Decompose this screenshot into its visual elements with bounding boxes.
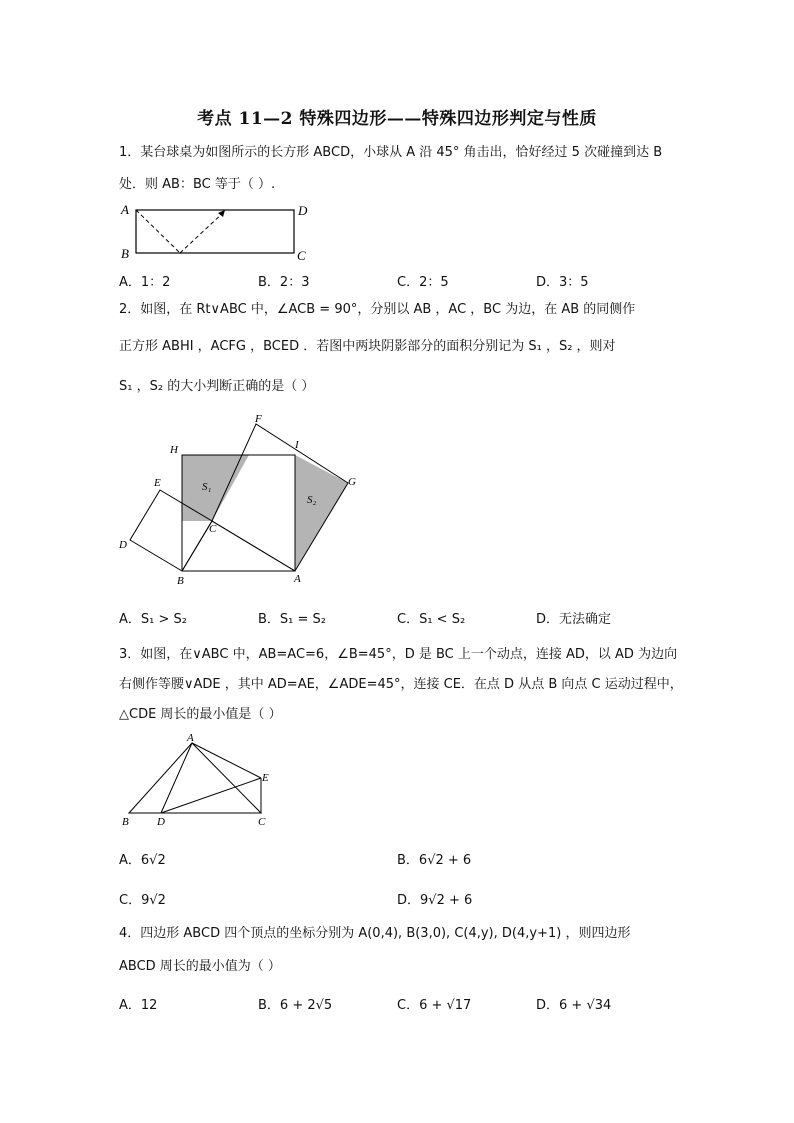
q1-option-c: C．2：5: [397, 275, 449, 290]
q2-label-g: G: [348, 476, 356, 488]
q1-table-rect: [136, 210, 294, 253]
q4-stem-line2: ABCD 周长的最小值为（ ）: [119, 959, 281, 974]
q2-option-c: C．S₁ < S₂: [397, 612, 466, 627]
q3-stem-line3: △CDE 周长的最小值是（ ）: [119, 707, 282, 722]
q2-squares-figure: [115, 410, 375, 598]
q3-stem-line1: 3．如图，在∨ABC 中，AB=AC=6，∠B=45°，D 是 BC 上一个动点，连接 AD，以 AD 为边向: [119, 647, 678, 662]
q1-billiard-figure: [115, 198, 320, 264]
q1-stem-line1: 1．某台球桌为如图所示的长方形 ABCD，小球从 A 沿 45° 角击出，恰好经过 5 次碰撞到达 B: [119, 145, 663, 160]
q2-shaded-s1: [182, 455, 249, 521]
q2-label-c: C: [209, 523, 217, 535]
q3-option-a: A．6√2: [119, 853, 166, 868]
q2-label-f: F: [255, 413, 262, 425]
q4-option-c: C．6 + √17: [397, 998, 472, 1013]
q2-label-h: H: [170, 444, 178, 456]
q2-shaded-s2: [295, 455, 348, 571]
q2-stem-line2: 正方形 ABHI ，ACFG ，BCED ．若图中两块阴影部分的面积分别记为 S₁ ，S₂ ，则对: [119, 339, 616, 354]
q3-label-b: B: [122, 816, 129, 828]
q2-option-b: B．S₁ = S₂: [258, 612, 327, 627]
q1-path-segment-2: [180, 211, 225, 253]
q1-label-d: D: [298, 203, 308, 218]
q2-label-b: B: [177, 575, 184, 587]
q3-option-b: B．6√2 + 6: [397, 853, 472, 868]
q3-label-e: E: [262, 772, 269, 784]
q1-option-b: B．2：3: [258, 275, 310, 290]
q2-label-d: D: [119, 539, 127, 551]
q2-option-d: D．无法确定: [536, 612, 612, 627]
q3-stem-line2: 右侧作等腰∨ADE ，其中 AD=AE，∠ADE=45°，连接 CE．在点 D 从点 B 向点 C 运动过程中，: [119, 677, 683, 692]
q3-triangle-figure: [115, 732, 280, 828]
q2-stem-line1: 2．如图，在 Rt∨ABC 中，∠ACB = 90°，分别以 AB ，AC ，BC 为边，在 AB 的同侧作: [119, 302, 636, 317]
q1-path-segment-1: [136, 210, 180, 253]
q1-stem-line2: 处．则 AB：BC 等于（ ）.: [119, 177, 276, 192]
q1-option-a: A．1：2: [119, 275, 171, 290]
q3-label-a: A: [187, 732, 194, 744]
q3-triangle-abc: [129, 743, 261, 813]
q2-stem-line3: S₁ ，S₂ 的大小判断正确的是（ ）: [119, 379, 315, 394]
q2-option-a: A．S₁ > S₂: [119, 612, 187, 627]
q3-option-c: C．9√2: [119, 893, 166, 908]
q2-label-e: E: [154, 477, 161, 489]
q1-label-b: B: [121, 246, 129, 261]
q3-segment-de: [161, 778, 261, 813]
q2-label-i: I: [295, 439, 299, 451]
q1-option-d: D．3：5: [536, 275, 589, 290]
q3-label-c: C: [258, 816, 266, 828]
q2-label-a: A: [294, 573, 301, 585]
q4-stem-line1: 4．四边形 ABCD 四个顶点的坐标分别为 A(0,4), B(3,0), C(4,y), D(4,y+1) ，则四边形: [119, 926, 631, 941]
q4-option-a: A．12: [119, 998, 158, 1013]
q1-label-a: A: [121, 202, 129, 217]
q3-segment-ad: [161, 743, 192, 813]
q3-segment-ae: [192, 743, 261, 778]
q1-arrowhead: [218, 210, 225, 217]
q4-option-b: B．6 + 2√5: [258, 998, 333, 1013]
q3-option-d: D．9√2 + 6: [397, 893, 473, 908]
q2-label-s1: S₁: [202, 481, 212, 493]
q2-label-s2: S₂: [307, 494, 317, 506]
q1-label-c: C: [297, 248, 306, 263]
page-title: 考点 11—2 特殊四边形——特殊四边形判定与性质: [197, 109, 597, 129]
q4-option-d: D．6 + √34: [536, 998, 612, 1013]
q3-label-d: D: [157, 816, 165, 828]
